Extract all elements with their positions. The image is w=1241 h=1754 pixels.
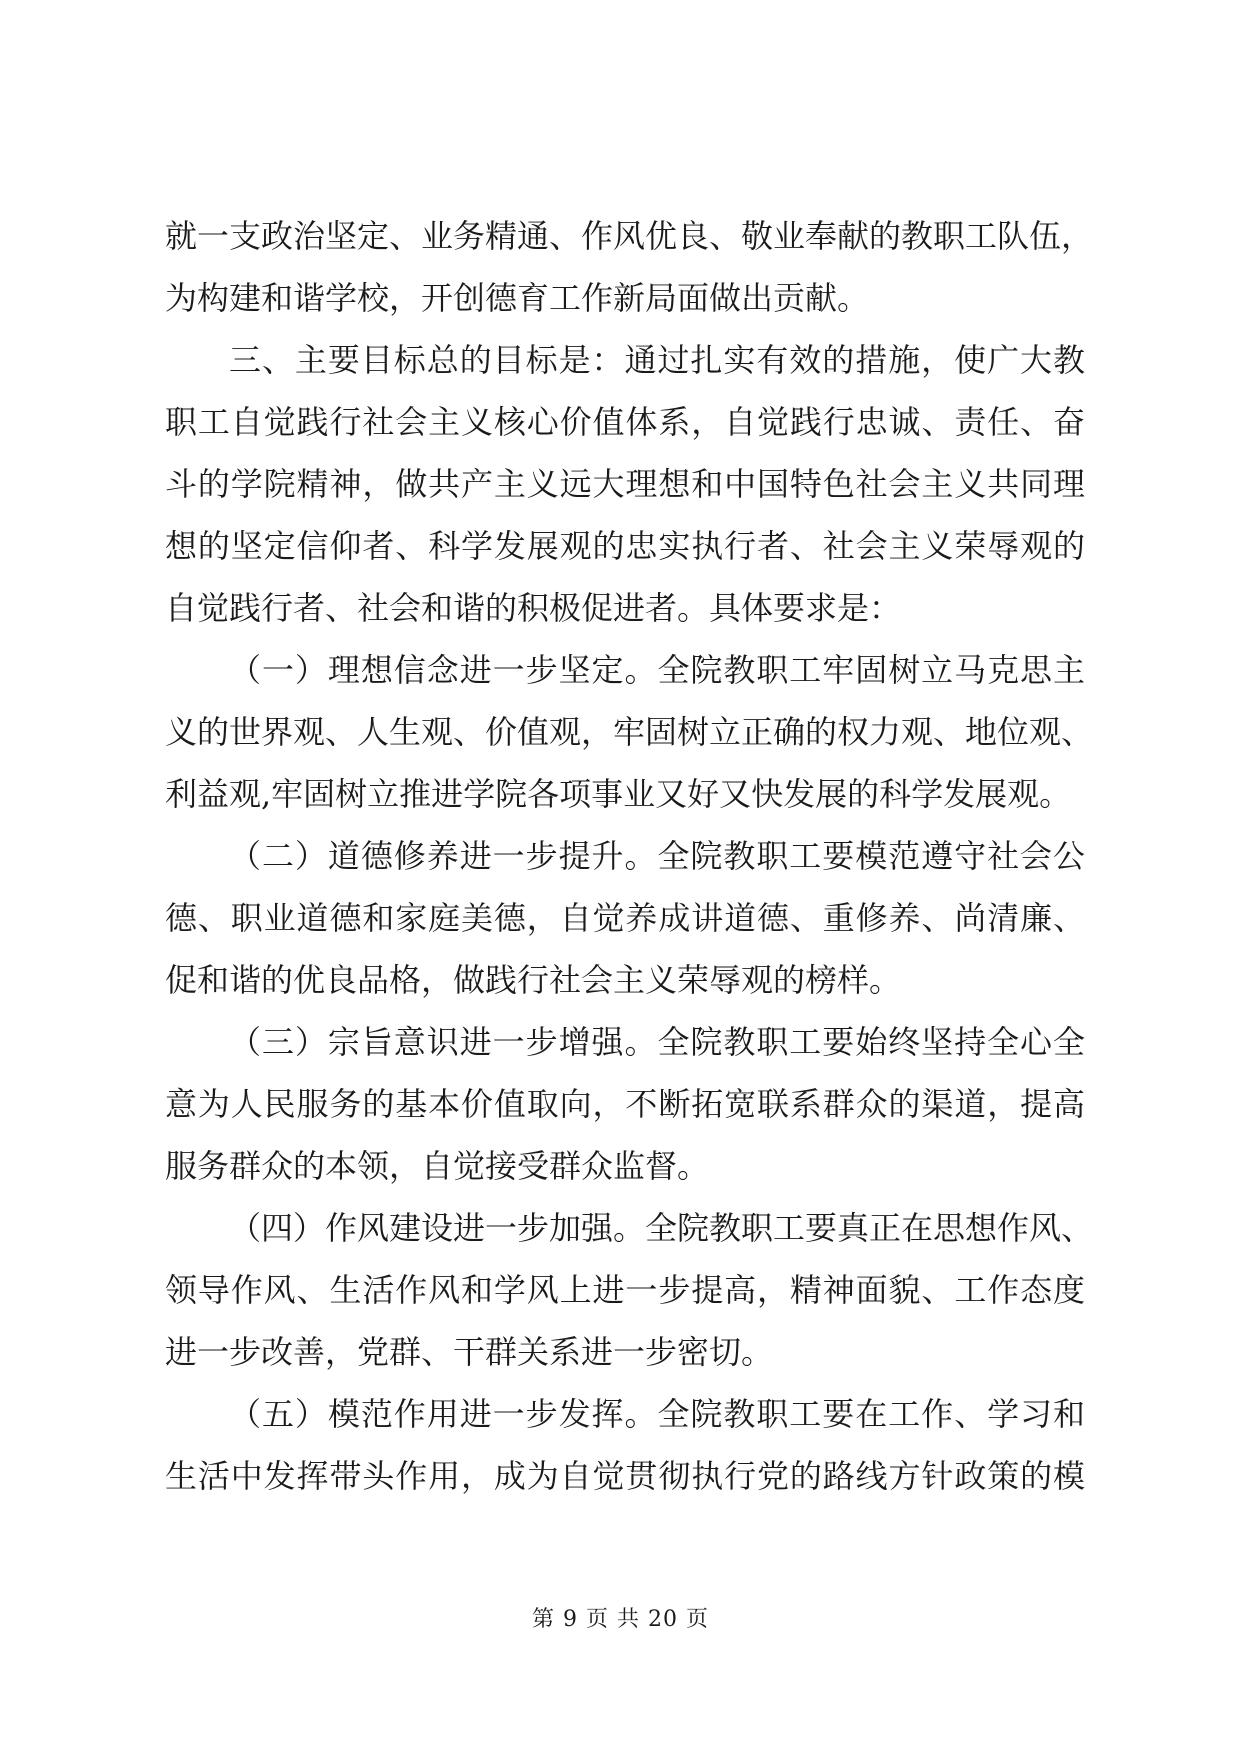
text-line: 意为人民服务的基本价值取向，不断拓宽联系群众的渠道，提高 <box>165 1085 1085 1123</box>
item-4-line: （四）作风建设进一步加强。全院教职工要真正在思想作风、 <box>229 1209 1094 1247</box>
item-2-line: （二）道德修养进一步提升。全院教职工要模范遵守社会公 <box>229 837 1085 875</box>
text-line: 德、职业道德和家庭美德，自觉养成讲道德、重修养、尚清廉、 <box>165 899 1085 937</box>
text-line: 就一支政治坚定、业务精通、作风优良、敬业奉献的教职工队伍， <box>165 217 1094 255</box>
body-text <box>165 205 1094 1507</box>
text-line: 生活中发挥带头作用，成为自觉贯彻执行党的路线方针政策的模 <box>165 1457 1085 1495</box>
text-line: 服务群众的本领，自觉接受群众监督。 <box>165 1147 710 1185</box>
item-1-line: （一）理想信念进一步坚定。全院教职工牢固树立马克思主 <box>229 651 1085 689</box>
text-line: 职工自觉践行社会主义核心价值体系，自觉践行忠诚、责任、奋 <box>165 403 1085 441</box>
text-line: 自觉践行者、社会和谐的积极促进者。具体要求是： <box>165 589 902 627</box>
text-line: 斗的学院精神，做共产主义远大理想和中国特色社会主义共同理 <box>165 465 1085 503</box>
text-line: 义的世界观、人生观、价值观，牢固树立正确的权力观、地位观、 <box>165 713 1094 751</box>
section-heading-line: 三、主要目标总的目标是：通过扎实有效的措施，使广大教 <box>229 341 1085 379</box>
text-line: 为构建和谐学校，开创德育工作新局面做出贡献。 <box>165 279 870 317</box>
text-line: 想的坚定信仰者、科学发展观的忠实执行者、社会主义荣辱观的 <box>165 527 1085 565</box>
item-3-line: （三）宗旨意识进一步增强。全院教职工要始终坚持全心全 <box>229 1023 1085 1061</box>
text-line: 利益观,牢固树立推进学院各项事业又好又快发展的科学发展观。 <box>165 775 1072 813</box>
text-line: 促和谐的优良品格，做践行社会主义荣辱观的榜样。 <box>165 961 902 999</box>
item-5-line: （五）模范作用进一步发挥。全院教职工要在工作、学习和 <box>229 1395 1085 1433</box>
text-line: 领导作风、生活作风和学风上进一步提高，精神面貌、工作态度 <box>165 1271 1085 1309</box>
page-number-footer: 第 9 页 共 20 页 <box>532 1607 709 1632</box>
text-line: 进一步改善，党群、干群关系进一步密切。 <box>165 1333 774 1371</box>
